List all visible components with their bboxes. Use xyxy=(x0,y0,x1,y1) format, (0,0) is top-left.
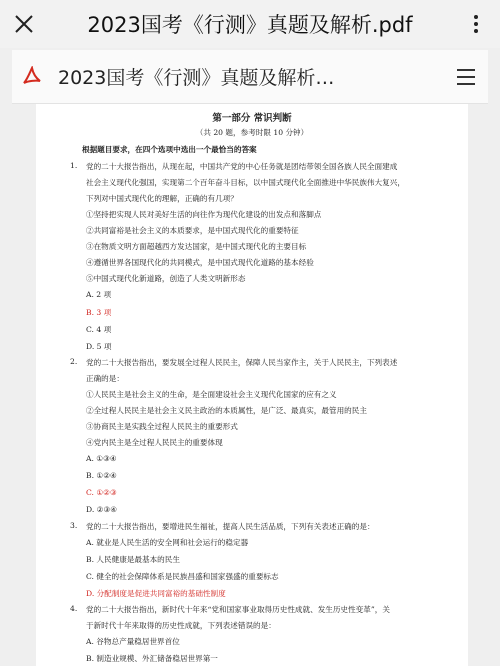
correct-answer-option: C. ①②③ xyxy=(86,488,117,497)
statement-item: ④遵循世界各国现代化的共同模式，是中国式现代化道路的基本经验 xyxy=(86,258,314,267)
answer-option: A. 2 项 xyxy=(86,290,112,299)
section-title: 第一部分 常识判断 xyxy=(212,113,292,124)
menu-button[interactable] xyxy=(444,68,488,86)
question-text: 党的二十大报告指出，要发展全过程人民民主，保障人民当家作主，关于人民民主，下列表述 xyxy=(86,358,398,367)
question-number: 1. xyxy=(70,161,78,170)
answer-option: C. 健全的社会保障体系是民族昌盛和国家强盛的重要标志 xyxy=(86,572,279,581)
question-text: 正确的是： xyxy=(86,374,124,383)
answer-option: D. 5 项 xyxy=(86,342,112,351)
pdf-icon-wrap xyxy=(12,66,52,88)
pdf-icon xyxy=(21,66,43,88)
menu-icon xyxy=(455,68,477,86)
instruction: 根据题目要求，在四个选项中选出一个最恰当的答案 xyxy=(82,145,257,154)
section-subtitle: （共 20 题，参考时限 10 分钟） xyxy=(195,128,309,137)
window-title: 2023国考《行测》真题及解析.pdf xyxy=(87,13,413,37)
document-title: 2023国考《行测》真题及解析… xyxy=(58,67,335,89)
question-number: 3. xyxy=(70,521,78,530)
statement-item: ④党内民主是全过程人民民主的重要体现 xyxy=(86,438,223,447)
question-text: 党的二十大报告指出，从现在起，中国共产党的中心任务就是团结带领全国各族人民全面建成 xyxy=(86,162,398,171)
answer-option: C. 4 项 xyxy=(86,325,112,334)
correct-answer-option: D. 分配制度是促进共同富裕的基础性制度 xyxy=(86,589,226,598)
more-icon xyxy=(465,13,487,35)
answer-option: A. 就业是人民生活的安全网和社会运行的稳定器 xyxy=(86,538,249,547)
statement-item: ③协商民主是实践全过程人民民主的重要形式 xyxy=(86,422,238,431)
question-text: 于新时代十年来取得的历史性成就，下列表述错误的是： xyxy=(86,621,276,630)
statement-item: ①人民民主是社会主义的生命，是全面建设社会主义现代化国家的应有之义 xyxy=(86,390,337,399)
statement-item: ②共同富裕是社会主义的本质要求，是中国式现代化的重要特征 xyxy=(86,226,299,235)
correct-answer-option: B. 3 项 xyxy=(86,308,112,317)
question-text: 社会主义现代化强国，实现第二个百年奋斗目标，以中国式现代化全面推进中华民族伟大复兴， xyxy=(86,178,405,187)
statement-item: ②全过程人民民主是社会主义民主政治的本质属性，是广泛、最真实，最管用的民主 xyxy=(86,406,367,415)
app-top-bar xyxy=(0,0,500,48)
statement-item: ⑤中国式现代化新道路，创造了人类文明新形态 xyxy=(86,274,246,283)
document-header xyxy=(12,50,488,104)
statement-item: ③在物质文明方面超越西方发达国家，是中国式现代化的主要目标 xyxy=(86,242,307,251)
answer-option: D. ②③④ xyxy=(86,505,118,514)
question-text: 党的二十大报告指出，要增进民生福祉，提高人民生活品质，下列有关表述正确的是： xyxy=(86,522,375,531)
answer-option: B. 制造业规模、外汇储备稳居世界第一 xyxy=(86,654,218,663)
answer-option: A. 谷物总产量稳居世界首位 xyxy=(86,637,180,646)
pdf-page[interactable] xyxy=(36,104,468,666)
question-text: 党的二十大报告指出，新时代十年来“党和国家事业取得历史性成就、发生历史性变革”，关 xyxy=(86,605,390,614)
question-text: 下列对中国式现代化的理解，正确的有几项？ xyxy=(86,194,238,203)
answer-option: B. ①②④ xyxy=(86,471,117,480)
question-number: 2. xyxy=(70,357,78,366)
statement-item: ①坚持把实现人民对美好生活的向往作为现代化建设的出发点和落脚点 xyxy=(86,210,322,219)
close-icon xyxy=(13,13,35,35)
answer-option: A. ①③④ xyxy=(86,454,117,463)
more-button[interactable] xyxy=(452,0,500,48)
close-button[interactable] xyxy=(0,0,48,48)
question-number: 4. xyxy=(70,604,78,613)
answer-option: B. 人民健康是最基本的民生 xyxy=(86,555,180,564)
